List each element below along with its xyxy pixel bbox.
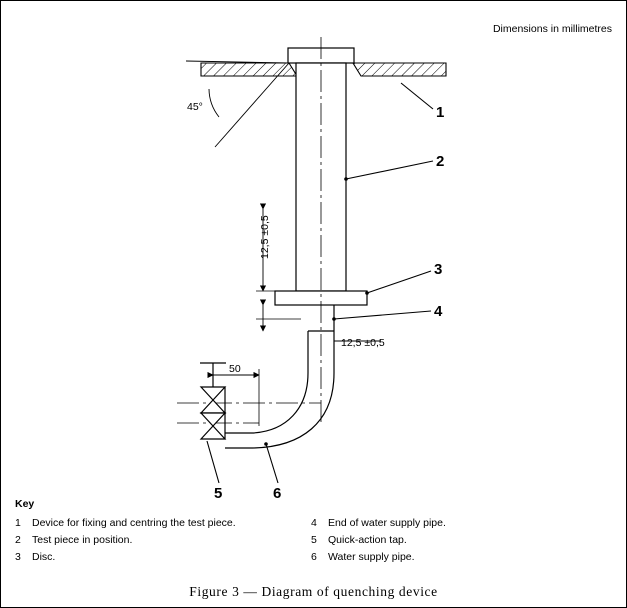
leader-3 (367, 271, 431, 293)
dot-4 (332, 317, 336, 321)
key-item-text: Quick-action tap. (328, 534, 407, 546)
dot-3 (365, 291, 369, 295)
key-item-text: Water supply pipe. (328, 551, 415, 563)
dot-2 (344, 177, 348, 181)
dimensions-note: Dimensions in millimetres (492, 23, 612, 35)
leader-1 (401, 83, 433, 109)
key-item (15, 532, 305, 549)
leader-2 (346, 161, 433, 179)
key-item (311, 549, 611, 566)
key-item-number: 6 (311, 551, 317, 563)
callout-1: 1 (436, 104, 445, 121)
key-block (15, 498, 615, 571)
figure-caption: Figure 3 — Diagram of quenching device (189, 584, 438, 599)
key-item-number: 1 (15, 517, 21, 529)
pipe-elbow-outer (253, 373, 334, 448)
key-item-text: End of water supply pipe. (328, 517, 446, 529)
leader-5 (207, 441, 219, 483)
horizontal-dimension-label: 12,5 ±0,5 (341, 337, 385, 349)
key-item-number: 3 (15, 551, 21, 563)
key-title: Key (15, 498, 35, 510)
leader-6 (266, 444, 278, 483)
key-item-text: Disc. (32, 551, 56, 563)
key-item (15, 515, 305, 532)
angle-arc (209, 89, 219, 117)
leader-4 (334, 311, 431, 319)
dot-6 (264, 442, 268, 446)
callout-6: 6 (273, 485, 282, 502)
tap-valve-body-lower (201, 413, 225, 439)
vertical-dimension-label: 12,5 ±0,5 (259, 215, 271, 259)
callout-4: 4 (434, 303, 443, 320)
right-plate-hatch (353, 63, 446, 76)
left-plate-hatch (201, 63, 297, 76)
tap-valve-body (201, 387, 225, 413)
key-item-number: 5 (311, 534, 317, 546)
key-item (15, 549, 305, 566)
angle-label: 45° (187, 101, 203, 113)
key-item (311, 515, 611, 532)
callout-5: 5 (214, 485, 223, 502)
key-column-right (311, 515, 611, 566)
key-column-left (15, 515, 305, 566)
key-item-text: Test piece in position. (32, 534, 133, 546)
key-item-text: Device for fixing and centring the test piece. (32, 517, 236, 529)
water-supply-pipe-group (225, 305, 334, 448)
key-item (311, 532, 611, 549)
callout-2: 2 (436, 153, 445, 170)
callout-3: 3 (434, 261, 443, 278)
quick-action-tap-group (200, 363, 226, 439)
key-item-number: 4 (311, 517, 317, 529)
key-item-number: 2 (15, 534, 21, 546)
tap-dimension-label: 50 (229, 363, 241, 375)
